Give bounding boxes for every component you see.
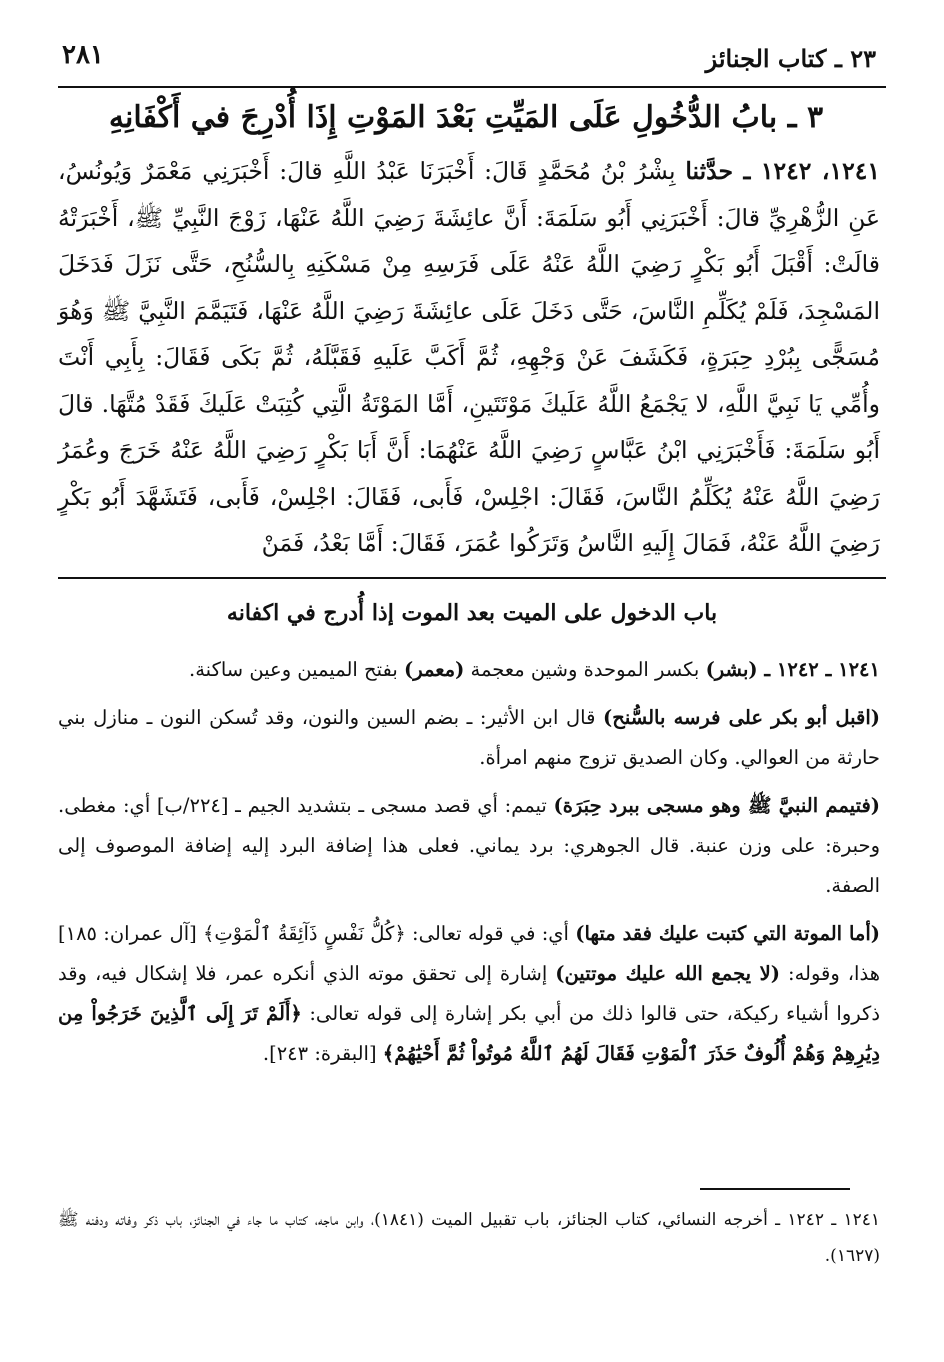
commentary-paragraph <box>58 698 880 778</box>
page-number: ٢٨١ <box>62 40 104 70</box>
header-divider <box>58 86 886 88</box>
commentary-lemma: (معمر) <box>404 658 465 681</box>
hadith-number: ١٢٤١، ١٢٤٢ ـ حدَّثنا <box>685 157 880 185</box>
commentary-text: أي: في قوله تعالى: ﴿كُلُّ نَفْسٍ ذَآئِقَةُ ٱلْمَوْتِ﴾ [آل عمران: ١٨٥] هذا، وقوله: <box>58 922 880 985</box>
commentary-paragraph <box>58 650 880 690</box>
commentary-text: بفتح الميمين وعين ساكنة. <box>189 658 404 681</box>
hadith-text-block <box>58 148 880 567</box>
commentary-text: [البقرة: ٢٤٣]. <box>262 1042 383 1065</box>
commentary-block <box>58 650 880 1082</box>
commentary-lemma: (فتيمم النبيَّ ﷺ وهو مسجى ببرد حِبَرَة) <box>553 794 881 817</box>
footnote-divider <box>700 1188 850 1190</box>
quran-quote: ﴿أَلَمْ تَرَ إِلَى ٱلَّذِينَ خَرَجُواْ مِن دِيَٰرِهِمْ وَهُمْ أُلُوفٌ حَذَرَ ٱلْمَوْتِ فَقَالَ لَهُمُ ٱللَّهُ مُوتُواْ ثُمَّ أَحْيَٰهُمْ﴾ <box>58 1002 880 1065</box>
commentary-text: بكسر الموحدة وشين معجمة <box>464 658 706 681</box>
commentary-lemma: (لا يجمع الله عليك موتتين) <box>555 962 781 985</box>
commentary-text: قال ابن الأثير: ـ بضم السين والنون، وقد تُسكن النون ـ منازل بني حارثة من العوالي. وكان الصديق تزوج منهم امرأة. <box>58 706 880 769</box>
running-header: ٢٣ ـ كتاب الجنائز <box>705 44 876 73</box>
commentary-paragraph <box>58 786 880 906</box>
commentary-lemma: (أما الموتة التي كتبت عليك فقد متها) <box>575 922 880 945</box>
hadith-body: بِشْرُ بْنُ مُحَمَّدٍ قَالَ: أَخْبَرَنَا عَبْدُ اللَّهِ قالَ: أَخْبَرَنِي مَعْمَرٌ وَيُونُسُ، عَنِ الزُّهْرِيِّ قالَ: أَخْبَرَنِي أَبُو سَلَمَةَ: أَنَّ عائِشَةَ رَضِيَ اللَّهُ عَنْهَا، زَوْجَ النَّبِيِّ ﷺ، أَخْبَرَتْهُ قالَتْ: أَقْبَلَ أَبُو بَكْرٍ رَضِيَ اللَّهُ عَنْهُ عَلَى فَرَسِهِ مِنْ مَسْكَنِهِ بِالسُّنُحِ، حَتَّى نَزَلَ فَدَخَلَ المَسْجِدَ، فَلَمْ يُكَلِّمِ النَّاسَ، حَتَّى دَخَلَ عَلَى عائِشَةَ رَضِيَ اللَّهُ عَنْهَا، فَتَيَمَّمَ النَّبِيَّ ﷺ وَهُوَ مُسَجًّى بِبُرْدِ حِبَرَةٍ، فَكَشَفَ عَنْ وَجْهِهِ، ثُمَّ أَكَبَّ عَلَيهِ فَقَبَّلَهُ، ثُمَّ بَكَى فَقَالَ: بِأَبِي أَنْتَ وأُمِّي يَا نَبِيَّ اللَّهِ، لا يَجْمَعُ اللَّهُ عَلَيكَ مَوْتَتَينِ، أَمَّا المَوْتَةُ الَّتِي كُتِبَتْ عَلَيكَ فَقَدْ مُتَّهَا. قالَ أَبُو سَلَمَةَ: فَأَخْبَرَنِي ابْنُ عَبَّاسٍ رَضِيَ اللَّهُ عَنْهُمَا: أَنَّ أَبَا بَكْرٍ رَضِيَ اللَّهُ عَنْهُ خَرَجَ وعُمَرُ رَضِيَ اللَّهُ عَنْهُ يُكَلِّمُ النَّاسَ، فَقَالَ: اجْلِسْ، فَأَبى، فَقَالَ: اجْلِسْ، فَأَبى، فَتَشَهَّدَ أَبُو بَكْرٍ رَضِيَ اللَّهُ عَنْهُ، فَمَالَ إِلَيهِ النَّاسُ وَتَرَكُوا عُمَرَ، فَقَالَ: أَمَّا بَعْدُ، فَمَنْ <box>58 157 880 557</box>
commentary-text: تيمم: أي قصد مسجى ـ بتشديد الجيم ـ [٢٢٤/ب] أي: مغطى. وحبرة: على وزن عنبة. قال الجوهري: برد يماني. فعلى هذا إضافة البرد إليه إضافة الموصوف إلى الصفة. <box>58 794 880 897</box>
commentary-lemma: (اقبل أبو بكر على فرسه بالسُّنح) <box>603 706 881 729</box>
footnote: ١٢٤١ ـ ١٢٤٢ ـ أخرجه النسائي، كتاب الجنائز، باب تقبيل الميت (١٨٤١)، وابن ماجه، كتاب ما جاء في الجنائز، باب ذكر وفاته ودفنه ﷺ (١٦٢٧). <box>58 1210 880 1266</box>
commentary-paragraph <box>58 914 880 1074</box>
commentary-text: إشارة إلى تحقق موته الذي أنكره عمر، فلا إشكال فيه، وقد ذكروا أشياء ركيكة، حتى قالوا ذلك من أبي بكر إشارة إلى قوله تعالى: <box>58 962 880 1025</box>
section-divider <box>58 577 886 579</box>
commentary-title: باب الدخول على الميت بعد الموت إذا أُدرج في اكفانه <box>226 600 718 626</box>
commentary-lemma: ١٢٤١ ـ ١٢٤٢ ـ (بشر) <box>705 658 880 681</box>
chapter-title: ٣ ـ بابُ الدُّخُولِ عَلَى المَيِّتِ بَعْدَ المَوْتِ إِذَا أُدْرِجَ في أَكْفَانِهِ <box>108 100 824 135</box>
